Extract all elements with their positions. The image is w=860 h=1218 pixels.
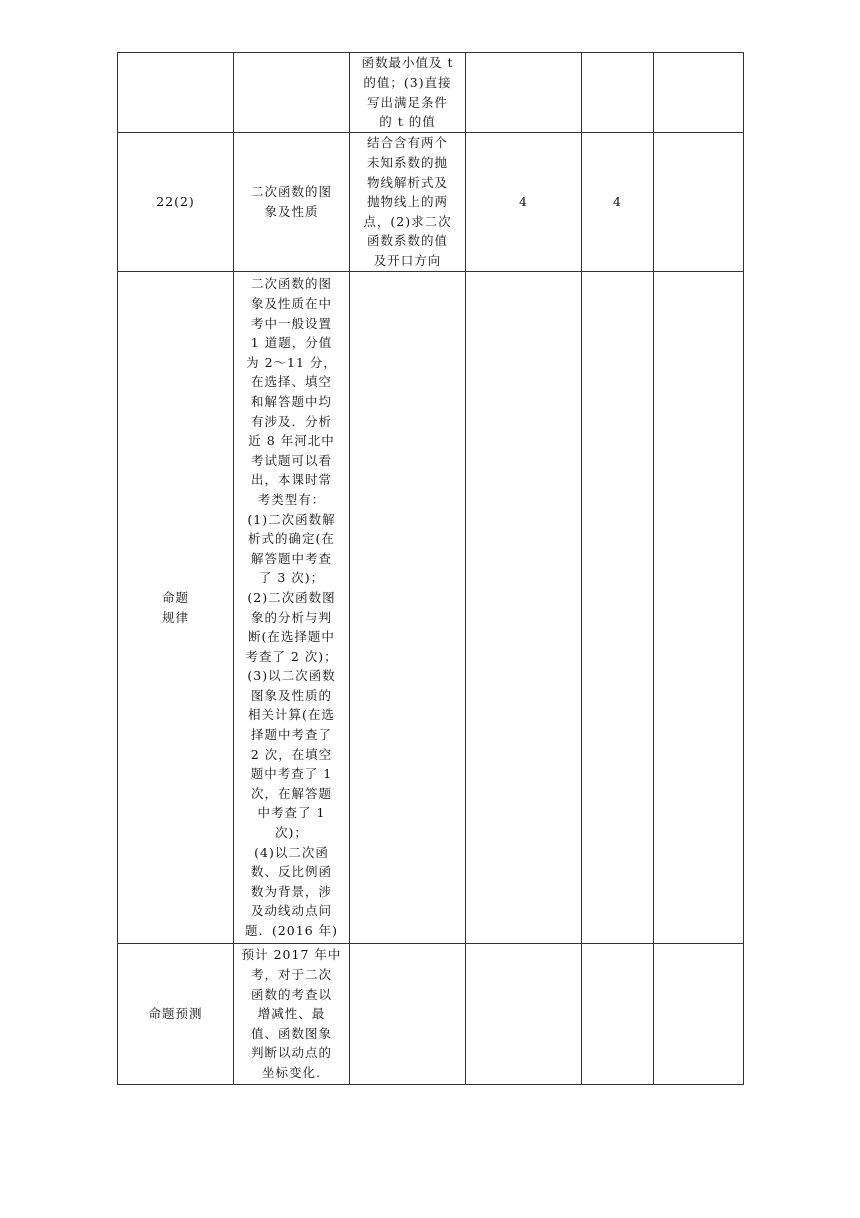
cell-empty <box>654 944 744 1085</box>
content-line: 抛物线上的两 <box>366 194 448 210</box>
content-line: 未知系数的抛 <box>366 155 448 171</box>
cell-pattern-text <box>234 272 350 944</box>
cell-score-b <box>582 53 654 133</box>
content-line: 的 t 的值 <box>379 114 436 130</box>
pattern-line: 题．(2016 年) <box>244 923 339 938</box>
table-row-pattern <box>118 272 744 944</box>
pattern-line: 析式的确定(在 <box>248 531 335 547</box>
pattern-line: 象的分析与判 <box>250 609 332 625</box>
cell-question-number <box>118 53 234 133</box>
pattern-line: 图象及性质的 <box>250 687 332 703</box>
content-line: 结合含有两个 <box>366 135 448 151</box>
cell-empty <box>654 272 744 944</box>
pattern-line: 考中一般设置 <box>250 315 332 331</box>
pattern-line: 次)； <box>275 825 308 841</box>
prediction-line: 坐标变化. <box>262 1064 321 1080</box>
pattern-line: 相关计算(在选 <box>248 707 335 723</box>
cell-content <box>350 133 466 272</box>
prediction-line: 值、函数图象 <box>250 1025 332 1041</box>
cell-question-number: 22(2) <box>118 133 234 272</box>
cell-prediction-text <box>234 944 350 1085</box>
cell-topic <box>234 53 350 133</box>
pattern-line: 考查了 2 次)； <box>245 648 338 664</box>
cell-empty <box>582 272 654 944</box>
cell-score-a: 4 <box>466 133 582 272</box>
content-line: 的值；(3)直接 <box>363 74 452 90</box>
topic-line: 二次函数的图 <box>250 184 332 200</box>
pattern-line: 和解答题中均 <box>250 393 332 409</box>
pattern-line: 近 8 年河北中 <box>248 433 335 449</box>
content-line: 函数最小值及 t <box>361 55 454 71</box>
content-line: 点，(2)求二次 <box>363 213 452 229</box>
pattern-line: 及动线动点问 <box>250 903 332 919</box>
prediction-line: 函数的考查以 <box>250 986 332 1002</box>
label-line: 命题 <box>161 589 189 605</box>
cell-extra <box>654 53 744 133</box>
pattern-line: (3)以二次函数 <box>247 668 336 684</box>
table-row-continuation <box>118 53 744 133</box>
label-line: 规律 <box>161 609 189 625</box>
pattern-line: 次，在解答题 <box>250 785 332 801</box>
pattern-line: 象及性质在中 <box>250 296 332 311</box>
pattern-line: 为 2～11 分， <box>246 354 337 370</box>
cell-label-pattern <box>118 272 234 944</box>
pattern-line: 1 道题，分值 <box>250 335 333 351</box>
prediction-line: 考，对于二次 <box>250 967 332 983</box>
content-line: 物线解析式及 <box>366 174 448 190</box>
pattern-line: 二次函数的图 <box>250 276 332 292</box>
cell-content <box>350 53 466 133</box>
prediction-line: 判断以动点的 <box>250 1045 332 1061</box>
cell-label-prediction: 命题预测 <box>118 944 234 1085</box>
content-line: 及开口方向 <box>373 252 442 268</box>
exam-analysis-table <box>117 52 744 1085</box>
pattern-line: 考试题可以看 <box>250 452 332 468</box>
pattern-line: 出，本课时常 <box>250 472 332 488</box>
pattern-line: 在选择、填空 <box>250 374 332 390</box>
topic-line: 象及性质 <box>264 204 319 219</box>
table-row-22-2 <box>118 133 744 272</box>
pattern-line: 2 次，在填空 <box>250 746 333 762</box>
cell-score-b: 4 <box>582 133 654 272</box>
cell-score-a <box>466 53 582 133</box>
pattern-line: 了 3 次)； <box>258 570 325 586</box>
cell-empty <box>466 944 582 1085</box>
pattern-line: 有涉及．分析 <box>250 413 332 429</box>
pattern-line: 择题中考查了 <box>250 727 332 743</box>
pattern-line: (1)二次函数解 <box>247 511 336 527</box>
content-line: 写出满足条件 <box>366 94 448 110</box>
pattern-line: (4)以二次函 <box>254 844 329 860</box>
pattern-line: 数、反比例函 <box>250 864 332 880</box>
pattern-line: 解答题中考查 <box>250 550 332 566</box>
prediction-line: 预计 2017 年中 <box>241 947 342 963</box>
cell-empty <box>350 944 466 1085</box>
prediction-line: 增减性、最 <box>257 1006 326 1022</box>
cell-empty <box>350 272 466 944</box>
pattern-line: 数为背景，涉 <box>250 883 332 899</box>
table-row-prediction <box>118 944 744 1085</box>
cell-topic <box>234 133 350 272</box>
content-line: 函数系数的值 <box>366 233 448 249</box>
pattern-line: 题中考查了 1 <box>250 766 333 782</box>
pattern-line: (2)二次函数图 <box>247 589 336 605</box>
pattern-line: 考类型有： <box>257 491 326 507</box>
pattern-line: 中考查了 1 <box>257 805 326 821</box>
pattern-line: 断(在选择题中 <box>248 629 335 645</box>
cell-empty <box>582 944 654 1085</box>
cell-empty <box>466 272 582 944</box>
cell-extra <box>654 133 744 272</box>
